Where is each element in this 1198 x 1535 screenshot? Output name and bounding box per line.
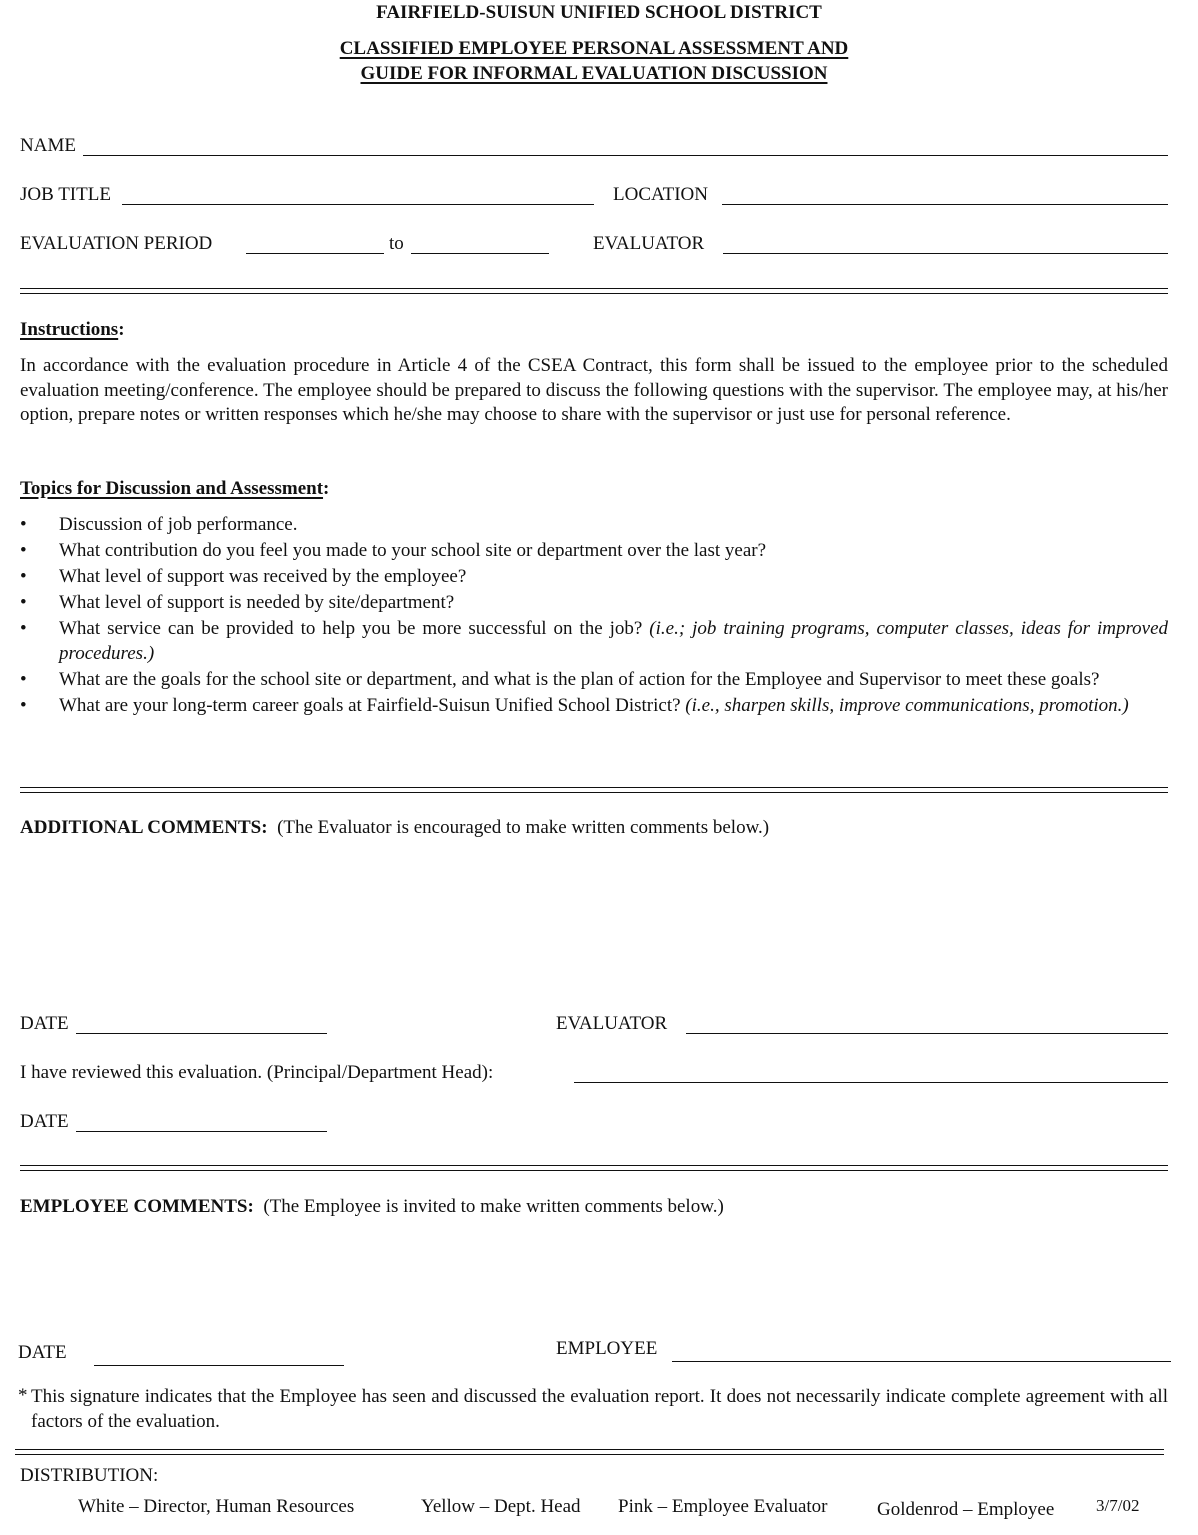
employee-comments-label: EMPLOYEE COMMENTS: xyxy=(20,1196,254,1217)
topic-text: What are your long-term career goals at Fairfield-Suisun Unified School District? xyxy=(59,694,686,716)
distribution-yellow: Yellow – Dept. Head xyxy=(421,1496,581,1517)
bullet-icon: • xyxy=(20,694,27,716)
reviewer-date-label: DATE xyxy=(20,1111,69,1132)
topic-item xyxy=(20,513,1168,538)
instructions-heading-colon: : xyxy=(118,319,125,340)
form-title-line2 xyxy=(0,63,1188,85)
topics-heading-text: Topics for Discussion and Assessment xyxy=(20,478,324,499)
job-title-field[interactable] xyxy=(122,204,594,205)
name-label: NAME xyxy=(20,135,76,156)
form-title-line1 xyxy=(0,38,1188,60)
topic-item xyxy=(20,668,1168,693)
bullet-icon: • xyxy=(20,540,27,561)
topic-text: What contribution do you feel you made to your school site or department over the last year? xyxy=(59,540,767,561)
topics-heading xyxy=(20,478,329,500)
additional-comments-note: (The Evaluator is encouraged to make written comments below.) xyxy=(277,817,770,838)
location-field[interactable] xyxy=(722,204,1168,205)
name-field[interactable] xyxy=(83,155,1168,156)
topic-item xyxy=(20,591,1168,616)
bullet-icon: • xyxy=(20,592,27,613)
topic-item xyxy=(20,694,1168,719)
bullet-icon: • xyxy=(20,668,27,690)
location-label: LOCATION xyxy=(613,184,708,205)
employee-signature-field[interactable] xyxy=(672,1361,1171,1362)
evaluator-signature-label: EVALUATOR xyxy=(556,1013,668,1034)
form-date-code: 3/7/02 xyxy=(1096,1496,1140,1515)
evaluation-period-label: EVALUATION PERIOD xyxy=(20,233,213,254)
topic-text: Discussion of job performance. xyxy=(59,514,298,535)
section-divider xyxy=(20,1165,1168,1171)
additional-comments-area[interactable] xyxy=(20,850,1168,1000)
employee-date-field[interactable] xyxy=(94,1365,344,1366)
section-divider xyxy=(15,1449,1164,1455)
form-title-line2-text: GUIDE FOR INFORMAL EVALUATION DISCUSSION xyxy=(360,63,828,84)
job-title-label: JOB TITLE xyxy=(20,184,111,205)
topic-text: What service can be provided to help you be more successful on the job? xyxy=(59,618,650,639)
reviewer-date-field[interactable] xyxy=(76,1131,327,1132)
instructions-text: In accordance with the evaluation procedure in Article 4 of the CSEA Contract, this form shall be issued to the employee prior to the scheduled evaluation meeting/conference. The employee should be prepared to discuss the following questions with the supervisor. The employee may, at his/her option, prepare notes or written responses which he/she may choose to share with the supervisor or just use for personal reference. xyxy=(20,355,1168,425)
section-divider xyxy=(20,787,1168,793)
reviewed-label: I have reviewed this evaluation. (Principal/Department Head): xyxy=(20,1062,494,1083)
evaluation-period-end-field[interactable] xyxy=(411,253,549,254)
distribution-pink: Pink – Employee Evaluator xyxy=(618,1496,828,1517)
topic-item xyxy=(20,617,1168,666)
evaluator-date-label: DATE xyxy=(20,1013,69,1034)
topic-text: What level of support is needed by site/department? xyxy=(59,592,455,613)
employee-comments-note: (The Employee is invited to make written comments below.) xyxy=(263,1196,724,1217)
section-divider xyxy=(20,288,1168,294)
instructions-heading xyxy=(20,319,125,341)
distribution-label: DISTRIBUTION: xyxy=(20,1465,159,1486)
topics-heading-colon: : xyxy=(323,478,330,499)
topic-text: What level of support was received by the employee? xyxy=(59,566,467,587)
footnote-asterisk: * xyxy=(18,1385,28,1406)
to-label: to xyxy=(389,233,404,254)
evaluator-signature-field[interactable] xyxy=(686,1033,1168,1034)
topic-text: What are the goals for the school site or department, and what is the plan of action for the Employee and Supervisor to meet these goals? xyxy=(59,668,1100,690)
reviewer-signature-field[interactable] xyxy=(574,1082,1168,1083)
topic-example: (i.e., sharpen skills, improve communications, promotion.) xyxy=(685,694,1129,716)
topic-example: (i.e.; job training programs, computer classes, ideas for improved procedures.) xyxy=(59,618,1168,664)
instructions-heading-text: Instructions xyxy=(20,319,119,340)
employee-signature-label: EMPLOYEE xyxy=(556,1338,658,1359)
bullet-icon: • xyxy=(20,618,27,639)
distribution-goldenrod: Goldenrod – Employee xyxy=(877,1499,1055,1520)
employee-date-label: DATE xyxy=(18,1342,67,1363)
district-name: FAIRFIELD-SUISUN UNIFIED SCHOOL DISTRICT xyxy=(376,2,822,23)
additional-comments-label: ADDITIONAL COMMENTS: xyxy=(20,817,268,838)
additional-comments-heading xyxy=(20,817,769,839)
bullet-icon: • xyxy=(20,514,27,535)
bullet-icon: • xyxy=(20,566,27,587)
form-title-line1-text: CLASSIFIED EMPLOYEE PERSONAL ASSESSMENT AND xyxy=(339,38,849,59)
topic-item xyxy=(20,565,1168,590)
evaluation-period-start-field[interactable] xyxy=(246,253,384,254)
topic-item xyxy=(20,539,1168,564)
topics-list xyxy=(20,513,1168,720)
evaluator-date-field[interactable] xyxy=(76,1033,327,1034)
employee-comments-area[interactable] xyxy=(20,1228,1168,1328)
employee-comments-heading xyxy=(20,1196,724,1218)
evaluator-label: EVALUATOR xyxy=(593,233,705,254)
signature-footnote: This signature indicates that the Employee has seen and discussed the evaluation report. It does not necessarily indicate complete agreement with all factors of the evaluation. xyxy=(31,1386,1168,1432)
distribution-white: White – Director, Human Resources xyxy=(78,1496,355,1517)
evaluator-field[interactable] xyxy=(723,253,1168,254)
